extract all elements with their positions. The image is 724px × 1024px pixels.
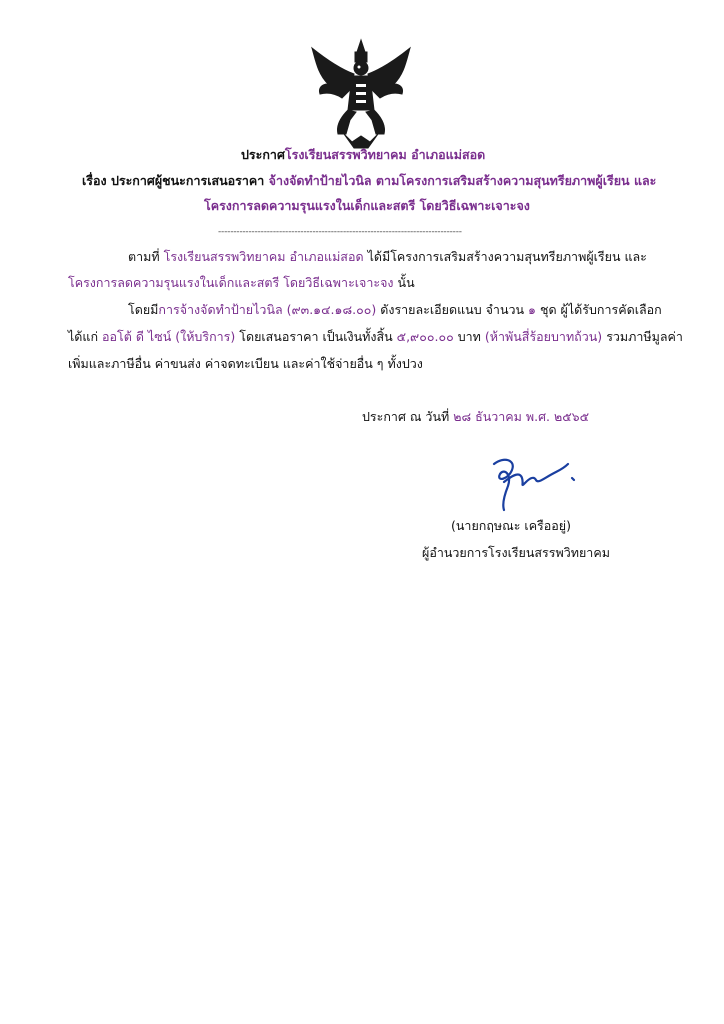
signer-name: (นายกฤษณะ เครืออยู่) [451,518,571,533]
body-text: บาท [457,329,481,344]
subject-line-2: โครงการลดความรุนแรงในเด็กและสตรี โดยวิธีเฉพาะเจาะจง [204,198,530,213]
body-text: ตามที่ [128,249,160,264]
body-text: โดยมี [128,302,159,317]
divider: -------------------------------------------------------------------------------- [218,227,462,237]
garuda-emblem-icon [308,38,414,152]
date-value: ๒๘ ธันวาคม พ.ศ. ๒๕๖๕ [453,409,590,424]
title-line [241,147,485,163]
body-text: ได้มีโครงการเสริมสร้างความสุนทรียภาพผู้เรียน และ [367,249,647,264]
body-line-2 [68,275,415,291]
price-amount: ๕,๙๐๐.๐๐ [396,329,454,344]
school-name: โรงเรียนสรรพวิทยาคม อำเภอแม่สอด [284,147,486,162]
announce-prefix: ประกาศ [241,147,285,162]
body-text: รวมภาษีมูลค่า [606,329,683,344]
date-line [362,409,589,425]
body-line-1 [128,249,647,265]
price-words: (ห้าพันสี่ร้อยบาทถ้วน) [484,329,603,344]
body-text: โดยเสนอราคา เป็นเงินทั้งสิ้น [239,329,393,344]
vendor-name: ออโต้ ดี ไซน์ (ให้บริการ) [102,329,236,344]
item-name: การจ้างจัดทำป้ายไวนิล (๙๓.๑๔.๑๘.๐๐) [158,302,377,317]
date-prefix: ประกาศ ณ วันที่ [362,409,450,424]
school-name-ref: โรงเรียนสรรพวิทยาคม อำเภอแม่สอด [163,249,364,264]
signature-icon [482,452,582,512]
body-text: นั้น [393,275,415,290]
body-line-4 [68,329,683,345]
body-line-3 [128,302,662,318]
body-text: ดังรายละเอียดแนบ จำนวน [380,302,525,317]
quantity: ๑ [528,302,536,317]
body-line-5: เพิ่มและภาษีอื่น ค่าขนส่ง ค่าจดทะเบียน และค่าใช้จ่ายอื่น ๆ ทั้งปวง [68,356,423,371]
signer-title: ผู้อำนวยการโรงเรียนสรรพวิทยาคม [422,545,610,560]
subject-label: เรื่อง ประกาศผู้ชนะการเสนอราคา [82,173,265,188]
body-text: ชุด ผู้ได้รับการคัดเลือก [539,302,662,317]
subject-text-1: จ้างจัดทำป้ายไวนิล ตามโครงการเสริมสร้างความสุนทรียภาพผู้เรียน และ [268,173,657,188]
project-name: โครงการลดความรุนแรงในเด็กและสตรี โดยวิธีเฉพาะเจาะจง [68,275,394,290]
body-text: ได้แก่ [68,329,99,344]
subject-line-1 [82,173,656,189]
